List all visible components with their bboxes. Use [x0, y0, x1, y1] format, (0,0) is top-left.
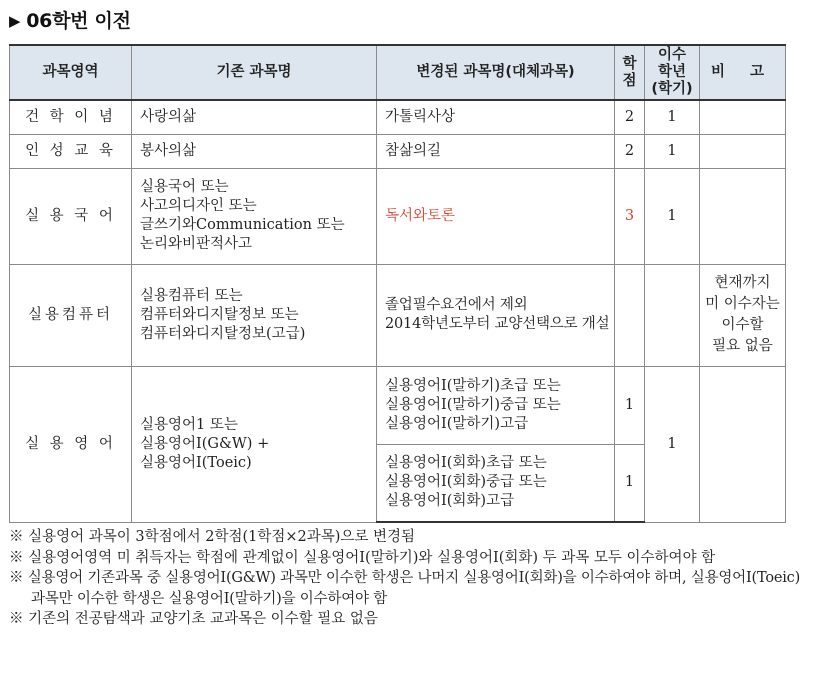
changed-cell: 참삶의길: [377, 134, 615, 168]
header-area: 과목영역: [10, 45, 132, 100]
year-cell: 1: [645, 100, 700, 134]
header-existing: 기존 과목명: [132, 45, 377, 100]
header-credit: 학 점: [615, 45, 645, 100]
existing-cell: 실용국어 또는 사고의디자인 또는 글쓰기와Communication 또는 논리와비판적사고: [132, 168, 377, 264]
credit-cell: [615, 264, 645, 366]
year-cell: 1: [645, 366, 700, 522]
existing-cell: 실용영어1 또는 실용영어Ⅰ(G&W) + 실용영어Ⅰ(Toeic): [132, 366, 377, 522]
header-note: 비 고: [700, 45, 786, 100]
area-cell: 건 학 이 념: [10, 100, 132, 134]
table-row: [10, 366, 786, 444]
header-changed: 변경된 과목명(대체과목): [377, 45, 615, 100]
footnote: ※ 실용영어 기존과목 중 실용영어Ⅰ(G&W) 과목만 이수한 학생은 나머지 실용영어Ⅰ(회화)을 이수하여야 하며, 실용영어Ⅰ(Toeic) 과목만 이수한 학생은 실용영어Ⅰ(말하기)을 이수하여야 함: [9, 570, 801, 607]
page-title: [9, 6, 131, 33]
table-row: [10, 168, 786, 264]
changed-cell: 졸업필수요건에서 제외 2014학년도부터 교양선택으로 개설: [377, 264, 615, 366]
area-cell: 실 용 영 어: [10, 366, 132, 522]
year-cell: 1: [645, 168, 700, 264]
note-cell: [700, 168, 786, 264]
changed-cell: 가톨릭사상: [377, 100, 615, 134]
changed-cell: 실용영어Ⅰ(말하기)초급 또는 실용영어Ⅰ(말하기)중급 또는 실용영어Ⅰ(말하기)고급: [377, 366, 615, 444]
note-cell: 현재까지 미 이수자는 이수할 필요 없음: [700, 264, 786, 366]
credit-cell: 2: [615, 100, 645, 134]
credit-cell: 2: [615, 134, 645, 168]
header-year: 이수 학년 (학기): [645, 45, 700, 100]
year-cell: 1: [645, 134, 700, 168]
existing-cell: 봉사의삶: [132, 134, 377, 168]
area-cell: 실용컴퓨터: [10, 264, 132, 366]
credit-cell: 3: [615, 168, 645, 264]
table-row: [10, 100, 786, 134]
table-header-row: [10, 45, 786, 100]
footnotes: [9, 527, 809, 630]
credit-cell: 1: [615, 366, 645, 444]
existing-cell: 실용컴퓨터 또는 컴퓨터와디지탈정보 또는 컴퓨터와디지탈정보(고급): [132, 264, 377, 366]
changed-cell: 실용영어Ⅰ(회화)초급 또는 실용영어Ⅰ(회화)중급 또는 실용영어Ⅰ(회화)고급: [377, 444, 615, 522]
area-cell: 실 용 국 어: [10, 168, 132, 264]
page-title-text: 06학번 이전: [26, 10, 131, 32]
note-cell: [700, 100, 786, 134]
existing-cell: 사랑의삶: [132, 100, 377, 134]
credit-cell: 1: [615, 444, 645, 522]
note-cell: [700, 366, 786, 522]
footnote: ※ 기존의 전공탐색과 교양기초 교과목은 이수할 필요 없음: [9, 611, 378, 627]
triangle-bullet-icon: ▶: [9, 12, 21, 30]
table-row: [10, 264, 786, 366]
changed-cell: 독서와토론: [377, 168, 615, 264]
footnote: ※ 실용영어영역 미 취득자는 학점에 관계없이 실용영어Ⅰ(말하기)와 실용영어Ⅰ(회화) 두 과목 모두 이수하여야 함: [9, 549, 716, 566]
year-cell: [645, 264, 700, 366]
course-change-table: [9, 44, 786, 523]
footnote: ※ 실용영어 과목이 3학점에서 2학점(1학점×2과목)으로 변경됨: [9, 529, 416, 545]
table-row: [10, 134, 786, 168]
note-cell: [700, 134, 786, 168]
area-cell: 인 성 교 육: [10, 134, 132, 168]
